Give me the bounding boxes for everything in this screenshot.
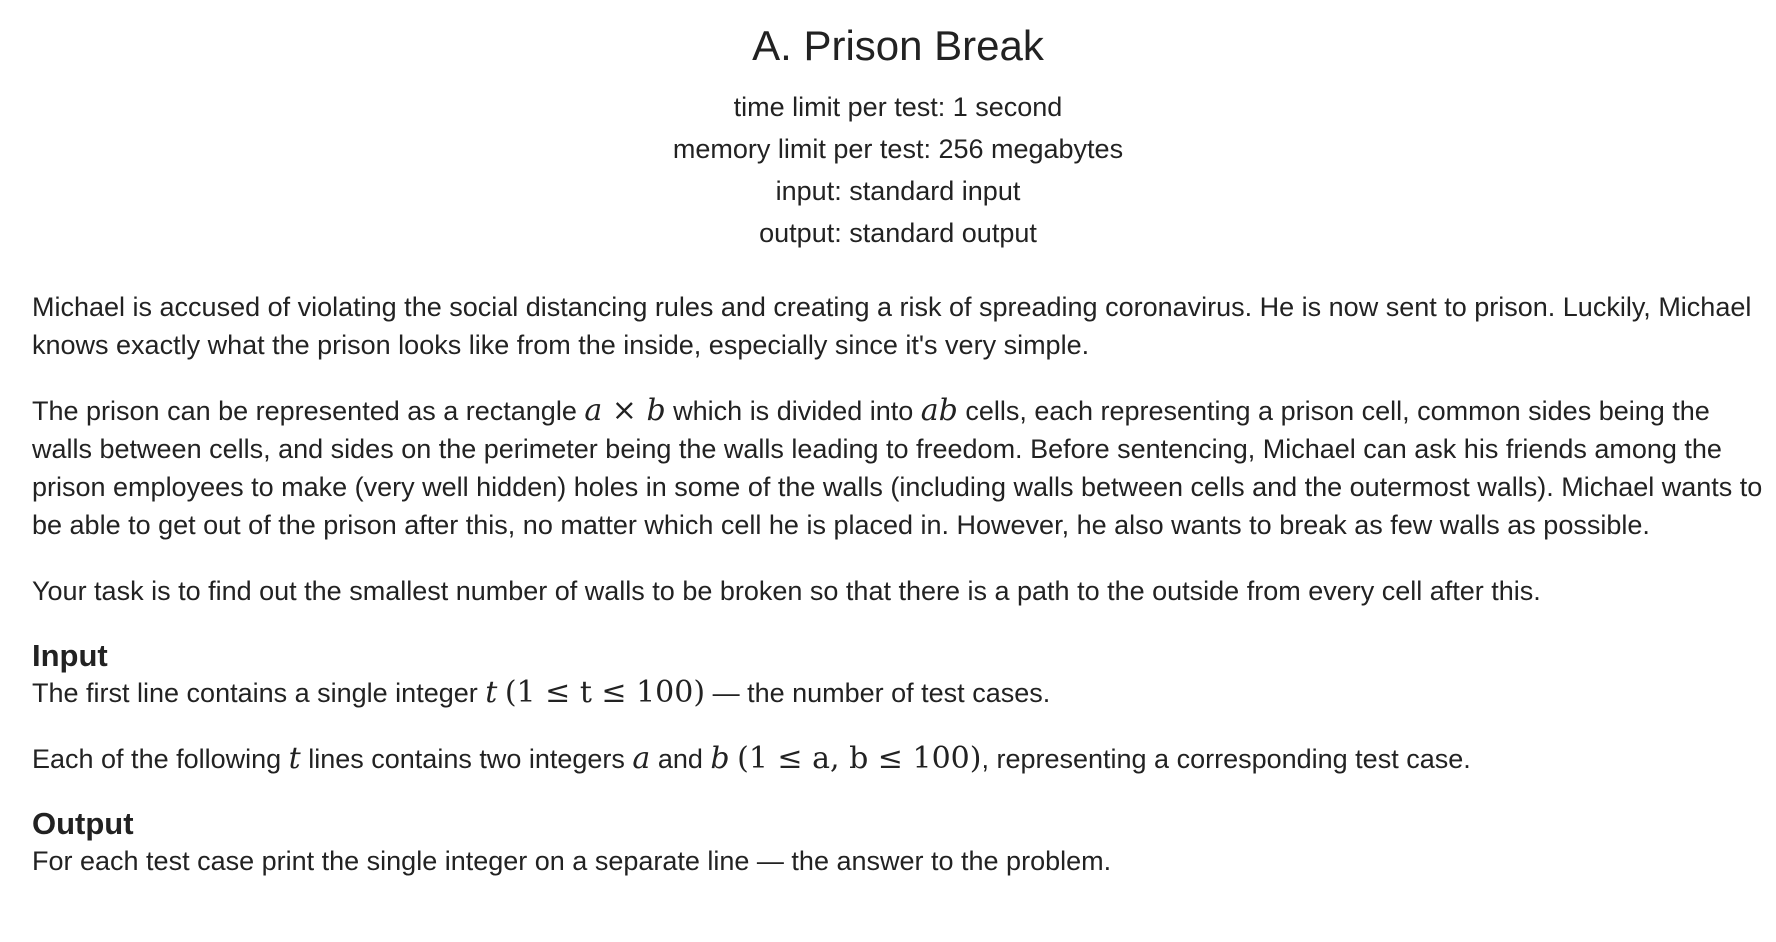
input-text: Each of the following — [32, 744, 289, 774]
input-line-1 — [32, 674, 1772, 712]
math-expression: b — [710, 741, 730, 776]
math-expression: t — [485, 675, 498, 710]
output-heading: Output — [32, 806, 134, 841]
input-section — [32, 638, 1772, 778]
math-expression: a — [632, 741, 651, 776]
problem-limits — [0, 86, 1776, 254]
input-text: The first line contains a single integer — [32, 678, 486, 708]
input-spec: input: standard input — [775, 176, 1021, 206]
problem-statement — [32, 288, 1772, 908]
output-line-1: For each test case print the single integer on a separate line — the answer to the problem. — [32, 846, 1112, 876]
math-expression: a × b — [584, 393, 666, 428]
output-spec: output: standard output — [759, 218, 1037, 248]
problem-title: A. Prison Break — [752, 22, 1044, 69]
math-expression: (1 ≤ t ≤ 100) — [504, 675, 706, 710]
problem-header — [0, 18, 1776, 254]
math-expression: (1 ≤ a, b ≤ 100) — [737, 741, 982, 776]
input-text: — the number of test cases. — [705, 678, 1051, 708]
statement-text: The prison can be represented as a rectangle — [32, 396, 585, 426]
memory-limit: memory limit per test: 256 megabytes — [672, 134, 1124, 164]
time-limit: time limit per test: 1 second — [733, 92, 1063, 122]
statement-text: cells, each representing a prison cell, common sides being the walls between cells, and sides on the perimeter being the walls leading to freedom. Before sentencing, Michael can ask his friends among the prison employees to make (very well hidden) holes in some of the walls (including walls between cells and the outermost walls). Michael wants to be able to get out of the prison after this, no matter which cell he is placed in. However, he also wants to break as few walls as possible. — [32, 396, 1763, 540]
output-section — [32, 806, 1772, 880]
input-heading: Input — [32, 638, 108, 673]
input-text: and — [650, 744, 711, 774]
math-expression: ab — [920, 393, 958, 428]
statement-paragraph-1: Michael is accused of violating the social distancing rules and creating a risk of spreading coronavirus. He is now sent to prison. Luckily, Michael knows exactly what the prison looks like from the inside, especially since it's very simple. — [32, 292, 1752, 360]
statement-paragraph-3: Your task is to find out the smallest number of walls to be broken so that there is a path to the outside from every cell after this. — [32, 576, 1541, 606]
input-text: , representing a corresponding test case. — [981, 744, 1471, 774]
math-expression: t — [288, 741, 301, 776]
input-line-2 — [32, 740, 1772, 778]
statement-text: which is divided into — [665, 396, 921, 426]
input-text: lines contains two integers — [300, 744, 633, 774]
statement-paragraph-2 — [32, 392, 1772, 544]
